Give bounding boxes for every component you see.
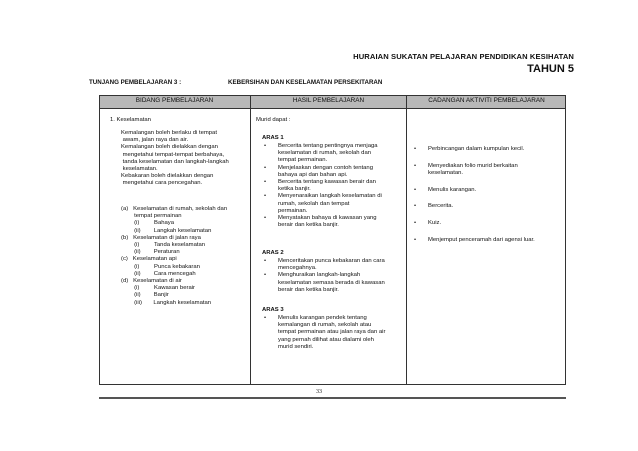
bullet-icon: • <box>264 193 267 200</box>
outcome-item-text: keselamatan semasa berada di kawasan <box>278 279 385 286</box>
bidang-intro-line: mengetahui cara pencegahan. <box>121 180 203 187</box>
bullet-icon: • <box>414 203 417 210</box>
outcome-item <box>262 272 385 294</box>
bidang-heading: 1. Keselamatan <box>110 117 151 123</box>
bidang-topic-line: (i) Punca kebakaran <box>121 263 200 270</box>
outcome-item-text: Menceritakan punca kebakaran dan cara <box>278 258 385 264</box>
outcome-item-text: Menyenaraikan langkah keselamatan di <box>278 193 382 200</box>
bullet-icon: • <box>264 215 267 222</box>
bidang-topic-line: (d) Keselamatan di air <box>121 278 182 285</box>
bidang-intro-line: keselamatan. <box>121 166 158 173</box>
bidang-topic-line: (c) Keselamatan api <box>121 256 177 263</box>
bullet-icon: • <box>414 186 417 193</box>
outcome-item-text: Menulis karangan pendek tentang <box>278 315 367 321</box>
bullet-icon: • <box>264 258 267 264</box>
bidang-topic-line: tempat permainan <box>121 213 182 220</box>
outcome-item-text: Menyatakan bahaya di kawasan yang <box>278 215 377 222</box>
bidang-topic-line: (i) Bahaya <box>121 220 175 227</box>
activity-item-text: Bercerita. <box>428 203 454 210</box>
bullet-icon: • <box>414 146 417 152</box>
outcome-item-text: bahaya api dan bahan api. <box>278 171 348 178</box>
bidang-intro-line: awam, jalan raya dan air. <box>121 137 189 144</box>
tunjang-value: KEBERSIHAN DAN KESELAMATAN PERSEKITARAN <box>228 79 383 86</box>
aras-2-label: ARAS 2 <box>262 250 284 256</box>
outcome-item <box>262 143 382 165</box>
document-title: HURAIAN SUKATAN PELAJARAN PENDIDIKAN KESIHATAN <box>353 52 574 61</box>
activity-item-text: keselamatan. <box>428 169 464 176</box>
bullet-icon: • <box>264 143 267 149</box>
outcome-item-text: Menghuraikan langkah-langkah <box>278 272 361 279</box>
bidang-intro-line: mengetahui tempat-tempat berbahaya, <box>121 151 225 158</box>
column-divider <box>406 95 407 385</box>
bidang-topic-line: (b) Keselamatan di jalan raya <box>121 234 201 241</box>
activity-item <box>412 163 535 177</box>
outcome-item-text: rumah, sekolah dan tempat <box>278 200 350 207</box>
outcome-item-text: berair dan ketika banjir. <box>278 286 339 293</box>
activity-item <box>412 187 535 194</box>
outcome-item-text: keselamatan di rumah, sekolah dan <box>278 150 371 157</box>
column-header-aktiviti: CADANGAN AKTIVITI PEMBELAJARAN <box>428 97 545 104</box>
outcome-item <box>262 258 385 272</box>
bidang-topic-line: (ii) Langkah keselamatan <box>121 227 212 234</box>
outcome-item-text: tempat permainan. <box>278 157 328 164</box>
bidang-topic-line: (i) Kawasan berair <box>121 285 195 292</box>
bullet-icon: • <box>264 164 267 171</box>
outcome-item-text: Bercerita tentang kawasan berair dan <box>278 179 376 186</box>
activity-item-text: Menjemput penceramah dari agensi luar. <box>428 236 535 243</box>
footer-rule <box>99 397 566 399</box>
outcome-item <box>262 179 382 193</box>
outcome-item-text: Bercerita tentang pentingnya menjaga <box>278 143 378 149</box>
bullet-icon: • <box>264 179 267 186</box>
outcome-item-text: yang pernah dilihat atau dialami oleh <box>278 336 374 343</box>
page-number: 33 <box>316 389 322 395</box>
outcome-item-text: tempat permainan atau jalan raya dan air <box>278 329 386 336</box>
aras-1-label: ARAS 1 <box>262 135 284 141</box>
bidang-topic-list <box>121 206 227 307</box>
bidang-topic-line: (ii) Cara mencegah <box>121 270 196 277</box>
activity-item <box>412 146 535 153</box>
outcome-item-text: mencegahnya. <box>278 265 317 272</box>
bidang-topic-line: (ii) Peraturan <box>121 249 180 256</box>
bidang-intro-line: Kebakaran boleh dielakkan dengan <box>121 173 214 180</box>
outcome-item-text: ketika banjir. <box>278 186 311 193</box>
outcome-item <box>262 165 382 179</box>
column-divider <box>250 95 251 385</box>
hasil-intro: Murid dapat : <box>256 117 291 123</box>
activity-item-text: Kuiz. <box>428 220 442 227</box>
year-label: TAHUN 5 <box>527 63 574 75</box>
aras-3-label: ARAS 3 <box>262 307 284 313</box>
bidang-intro-line: Kemalangan boleh dielakkan dengan <box>121 144 218 151</box>
bidang-intro-line: tanda keselamatan dan langkah-langkah <box>121 158 229 165</box>
bullet-icon: • <box>264 315 267 321</box>
bidang-intro <box>121 130 229 188</box>
tunjang-label: TUNJANG PEMBELAJARAN 3 : <box>89 79 182 86</box>
bullet-icon: • <box>414 162 417 169</box>
bidang-topic-line: (a) Keselamatan di rumah, sekolah dan <box>121 206 228 212</box>
activity-item <box>412 237 535 244</box>
aras-3-outcomes <box>262 315 385 351</box>
activity-item <box>412 220 535 227</box>
aras-2-outcomes <box>262 258 385 294</box>
activity-item-text: Menyediakan folio murid berkaitan <box>428 162 518 169</box>
aktiviti-list <box>412 146 535 253</box>
outcome-item-text: berair dan ketika banjir. <box>278 222 339 229</box>
outcome-item-text: permainan. <box>278 207 308 214</box>
outcome-item <box>262 193 382 215</box>
aras-1-outcomes <box>262 143 382 229</box>
bidang-topic-line: (iii) Langkah keselamatan <box>121 299 212 306</box>
outcome-item-text: kemalangan di rumah, sekolah atau <box>278 322 372 329</box>
activity-item-text: Menulis karangan. <box>428 186 477 193</box>
outcome-item-text: murid sendiri. <box>278 343 314 350</box>
bidang-topic-line: (ii) Banjir <box>121 292 169 299</box>
bidang-topic-line: (i) Tanda keselamatan <box>121 242 206 249</box>
column-header-bidang: BIDANG PEMBELAJARAN <box>135 97 214 104</box>
outcome-item <box>262 215 382 229</box>
bidang-intro-line: Kemalangan boleh berlaku di tempat <box>121 130 217 136</box>
bullet-icon: • <box>414 220 417 227</box>
column-header-hasil: HASIL PEMBELAJARAN <box>292 97 365 104</box>
outcome-item <box>262 315 385 351</box>
outcome-item-text: Menjelaskan dengan contoh tentang <box>278 164 373 171</box>
activity-item <box>412 203 535 210</box>
bullet-icon: • <box>414 236 417 243</box>
bullet-icon: • <box>264 272 267 279</box>
activity-item-text: Perbincangan dalam kumpulan kecil. <box>428 146 525 152</box>
